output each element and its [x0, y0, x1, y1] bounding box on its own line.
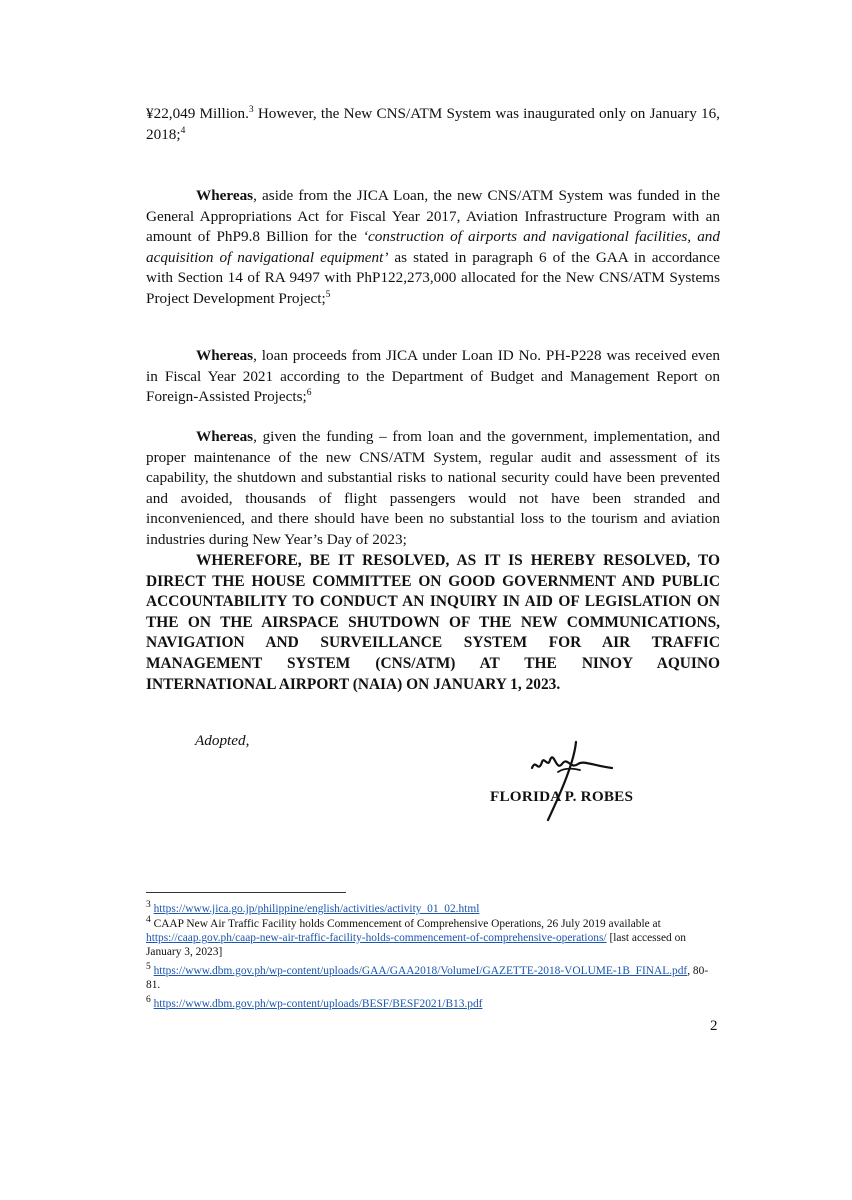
paragraph-text: , loan proceeds from JICA under Loan ID No. PH-P228 was received even in Fiscal Year 2021 according to the Department of Budget and Management Report on Foreign-Assisted Projects;: [146, 347, 720, 406]
footnote-link[interactable]: https://www.dbm.gov.ph/wp-content/uploads/BESF/BESF2021/B13.pdf: [153, 998, 483, 1010]
footnote-text: CAAP New Air Traffic Facility holds Commencement of Comprehensive Operations, 26 July 2019 available at: [153, 918, 661, 930]
footnote-5: [146, 964, 720, 992]
footnote-text: [last accessed on January 3, 2023]: [146, 932, 686, 958]
resolution-clause: WHEREFORE, BE IT RESOLVED, AS IT IS HEREBY RESOLVED, TO DIRECT THE HOUSE COMMITTEE ON GOOD GOVERNMENT AND PUBLIC ACCOUNTABILITY TO CONDUCT AN INQUIRY IN AID OF LEGISLATION ON THE ON THE AIRSPACE SHUTDOWN OF THE NEW COMMUNICATIONS, NAVIGATION AND SURVEILLANCE SYSTEM FOR AIR TRAFFIC MANAGEMENT SYSTEM (CNS/ATM) AT THE NINOY AQUINO INTERNATIONAL AIRPORT (NAIA) ON JANUARY 1, 2023.: [146, 552, 720, 693]
whereas-label: Whereas: [196, 187, 254, 204]
footnote-ref[interactable]: 4: [180, 125, 186, 136]
footnote-number: 4: [146, 915, 151, 926]
footnote-6: [146, 997, 720, 1011]
whereas-label: Whereas: [196, 347, 254, 364]
whereas-label: Whereas: [196, 428, 254, 445]
footnote-ref[interactable]: 5: [325, 289, 331, 300]
footnote-divider: [146, 892, 346, 893]
footnote-ref[interactable]: 3: [248, 104, 254, 115]
footnote-number: 3: [146, 900, 151, 911]
paragraph-text: ¥22,049 Million.: [146, 105, 249, 122]
paragraph-whereas-funding: [146, 186, 720, 310]
paragraph-text: , aside from the JICA Loan, the new CNS/ATM System was funded in the General Appropriations Act for Fiscal Year 2017, Aviation Infrastructure Program with an amount of PhP9.8 Billion for the: [146, 187, 720, 246]
paragraph-text: However, the New CNS/ATM System was inaugurated only on January 16, 2018;: [146, 105, 720, 143]
footnote-text: , 80-81.: [146, 965, 709, 991]
paragraph-whereas-loan: [146, 346, 720, 408]
adopted-label: Adopted,: [195, 732, 250, 749]
paragraph-text: , given the funding – from loan and the government, implementation, and proper maintenance of the new CNS/ATM System, regular audit and assessment of its capability, the shutdown and substantial risks to national security could have been prevented and avoided, thousands of flight passengers would not have been stranded and inconvenienced, and there should have been no substantial loss to the tourism and aviation industries during New Year’s Day of 2023;: [146, 428, 720, 548]
footnote-ref[interactable]: 6: [306, 388, 312, 399]
paragraph-whereas-shutdown: [146, 427, 720, 551]
paragraph-text: as stated in paragraph 6 of the GAA in accordance with Section 14 of RA 9497 with PhP122,273,000 allocated for the New CNS/ATM Systems Project Development Project;: [146, 248, 720, 307]
footnote-link[interactable]: https://www.jica.go.jp/philippine/english/activities/activity_01_02.html: [153, 903, 480, 915]
footnote-link[interactable]: https://caap.gov.ph/caap-new-air-traffic-facility-holds-commencement-of-comprehensive-operations/: [146, 932, 607, 944]
paragraph-quote: ‘construction of airports and navigational facilities, and acquisition of navigational equipment’: [146, 228, 720, 266]
handwritten-signature: [528, 738, 628, 822]
page-number: 2: [710, 1018, 718, 1034]
paragraph-cost: [146, 104, 720, 145]
signer-name: FLORIDA P. ROBES: [490, 788, 634, 805]
footnote-4: [146, 917, 720, 959]
footnote-3: [146, 902, 720, 916]
footnote-link[interactable]: https://www.dbm.gov.ph/wp-content/uploads/GAA/GAA2018/VolumeI/GAZETTE-2018-VOLUME-1B_FINAL.pdf: [153, 965, 688, 977]
footnote-number: 5: [146, 962, 151, 973]
footnote-number: 6: [146, 995, 151, 1006]
